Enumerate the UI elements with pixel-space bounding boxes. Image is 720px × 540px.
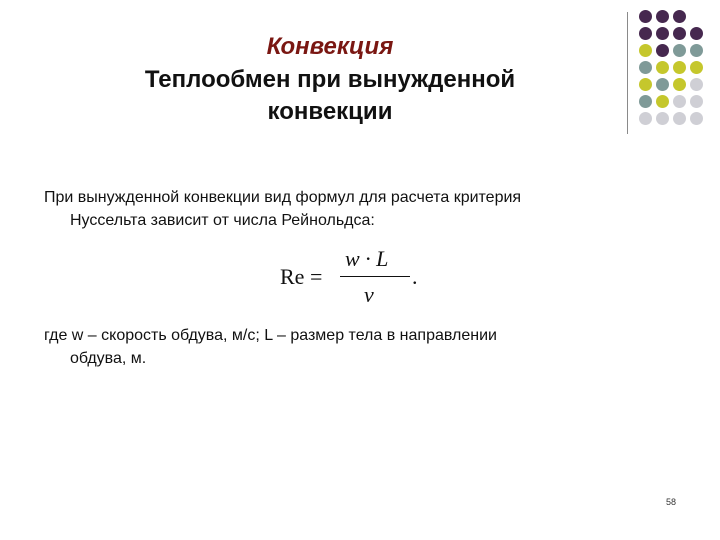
decorative-dot: [673, 112, 686, 125]
decorative-dot: [673, 10, 686, 23]
vertical-divider: [627, 12, 628, 134]
decorative-dot: [690, 112, 703, 125]
paragraph-definitions-line1: где w – скорость обдува, м/с; L – размер тела в направлении: [44, 327, 497, 344]
decorative-dot: [690, 27, 703, 40]
decorative-dot: [690, 95, 703, 108]
formula-fraction-bar: [340, 276, 410, 277]
title-topic: Конвекция: [266, 33, 394, 60]
decorative-dot: [690, 78, 703, 91]
formula-denominator: ν: [364, 282, 374, 307]
decorative-dot: [690, 61, 703, 74]
decorative-dot: [639, 112, 652, 125]
decorative-dot: [673, 78, 686, 91]
decorative-dot: [639, 44, 652, 57]
decorative-dot: [639, 78, 652, 91]
paragraph-intro-line2: Нуссельта зависит от числа Рейнольдса:: [70, 212, 375, 229]
paragraph-definitions: [44, 324, 664, 370]
decorative-dot: [639, 61, 652, 74]
formula-numerator: w · L: [345, 246, 389, 271]
decorative-dot: [656, 112, 669, 125]
paragraph-intro: [44, 186, 664, 232]
decorative-dot: [673, 27, 686, 40]
decorative-dot: [673, 61, 686, 74]
reynolds-formula: [278, 243, 438, 313]
formula-lhs: Re =: [280, 264, 323, 289]
decorative-dot: [690, 44, 703, 57]
decorative-dot: [656, 27, 669, 40]
paragraph-definitions-line2: обдува, м.: [70, 350, 147, 367]
decorative-dot: [639, 27, 652, 40]
decorative-dot: [656, 78, 669, 91]
decorative-dot: [673, 95, 686, 108]
decorative-dot: [656, 95, 669, 108]
decorative-dot-grid: [639, 10, 703, 125]
decorative-dot: [639, 95, 652, 108]
decorative-dot: [656, 44, 669, 57]
formula-period: .: [412, 264, 418, 289]
title-subtitle-line2: конвекции: [267, 98, 393, 125]
slide-title: [60, 30, 600, 128]
page-number: 58: [666, 497, 677, 507]
decorative-dot: [639, 10, 652, 23]
title-subtitle-line1: Теплообмен при вынужденной: [144, 66, 516, 93]
decorative-dot: [656, 61, 669, 74]
decorative-dot: [673, 44, 686, 57]
decorative-dot: [690, 10, 703, 23]
paragraph-intro-line1: При вынужденной конвекции вид формул для расчета критерия: [44, 189, 522, 206]
decorative-dot: [656, 10, 669, 23]
